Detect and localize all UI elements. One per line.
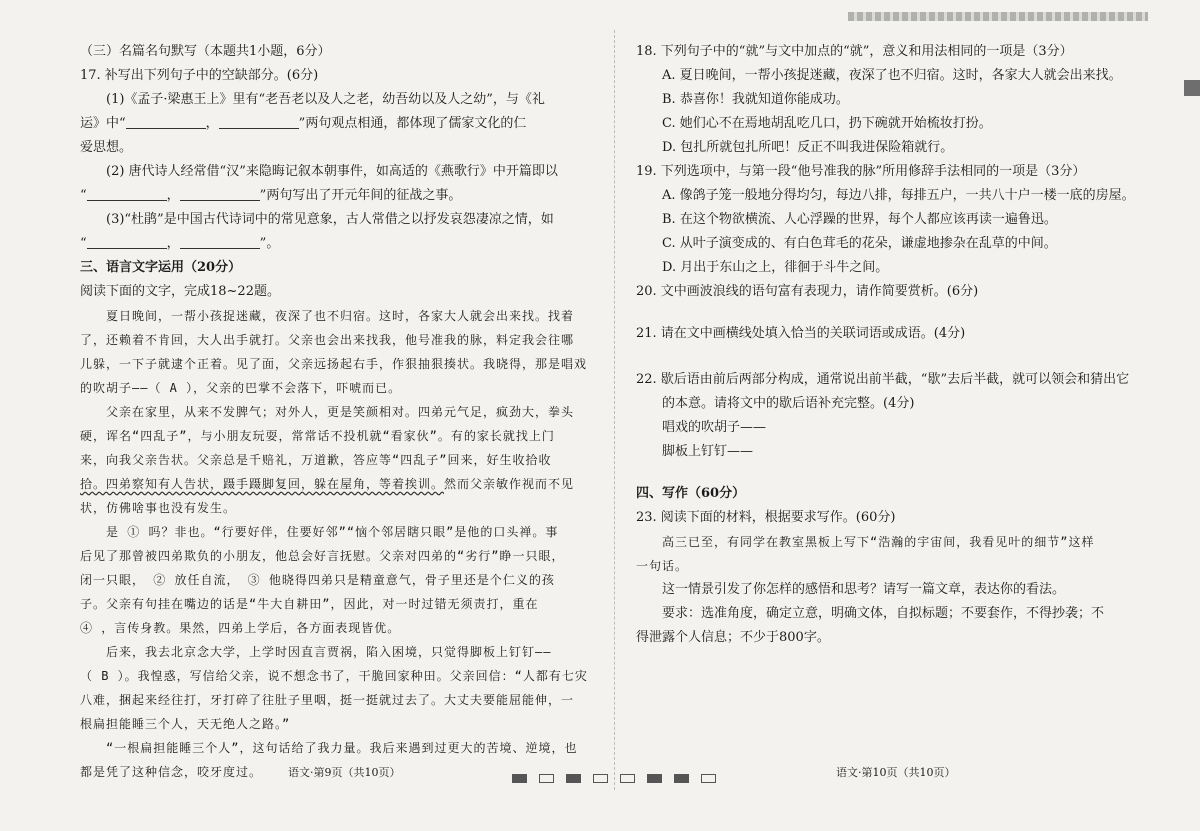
q23-material: 高三已至，有同学在教室黑板上写下“浩瀚的宇宙间，我看见叶的细节”这样 xyxy=(662,535,1095,549)
registration-marks xyxy=(512,768,728,787)
registration-mark xyxy=(512,774,527,783)
passage-line: 八难，捆起来经往打，牙打碎了往肚子里咽，挺一挺就过去了。大丈夫要能屈能伸，一 xyxy=(80,693,575,707)
answer-blank[interactable] xyxy=(87,234,167,249)
q17-item-1-end: 爱思想。 xyxy=(80,140,133,155)
answer-blank[interactable] xyxy=(180,234,260,249)
q18-option-d: D. 包扎所就包扎所吧！反正不叫我进保险箱就行。 xyxy=(662,140,954,155)
passage-line: 来，向我父亲告状。父亲总是千赔礼，万道歉，答应等“四乱子”回来，好生收拾收 xyxy=(80,453,552,467)
section-heading: （三）名篇名句默写（本题共1小题，6分） xyxy=(80,44,331,59)
q17-item-2: (2) 唐代诗人经常借“汉”来隐晦记叙本朝事件，如高适的《燕歌行》中开篇即以 xyxy=(106,164,558,179)
q18-option-a: A. 夏日晚间，一帮小孩捉迷藏，夜深了也不归宿。这时，各家大人就会出来找。 xyxy=(662,68,1122,83)
q17-item-2-blanks: “ ， ”两句写出了开元年间的征战之事。 xyxy=(80,188,462,203)
registration-mark xyxy=(566,774,581,783)
q19-option-a: A. 像鸽子笼一般地分得均匀，每边八排，每排五户，一共八十户一楼一底的房屋。 xyxy=(662,188,1135,203)
part-3-heading: 三、语言文字运用（20分） xyxy=(80,260,242,275)
passage-line: ④ ，言传身教。果然，四弟上学后，各方面表现皆优。 xyxy=(80,621,401,635)
q23-requirements: 要求：选准角度，确定立意，明确文体，自拟标题；不要套作，不得抄袭；不 xyxy=(662,606,1105,621)
answer-space xyxy=(636,464,1148,482)
answer-blank[interactable] xyxy=(180,186,260,201)
q19-option-d: D. 月出于东山之上，徘徊于斗牛之间。 xyxy=(662,260,889,275)
q17-item-3: (3)“杜鹃”是中国古代诗词中的常见意象，古人常借之以抒发哀怨凄凉之情，如 xyxy=(106,212,554,227)
registration-mark xyxy=(620,774,635,783)
passage-line: 了，还赖着不肯回，大人出手就打。父亲也会出来找我，他号准我的脉，料定我会往哪 xyxy=(80,333,575,347)
question-23: 23. 阅读下面的材料，根据要求写作。(60分) xyxy=(636,510,896,525)
q19-option-c: C. 从叶子演变成的、有白色茸毛的花朵，谦虚地掺杂在乱草的中间。 xyxy=(662,236,1057,251)
passage-line: “一根扁担能睡三个人”，这句话给了我力量。我后来遇到过更大的苦境、逆境，也 xyxy=(106,741,578,755)
wavy-underlined-sentence: 拾。四弟察知有人告状，蹑手蹑脚复回，躲在屋角，等着挨训。 xyxy=(80,477,445,491)
passage-line: 拾。四弟察知有人告状，蹑手蹑脚复回，躲在屋角，等着挨训。然而父亲敏作视而不见 xyxy=(80,477,575,491)
question-22-cont: 的本意。请将文中的歇后语补充完整。(4分) xyxy=(662,396,915,411)
passage-line: （ B ）。我惶惑，写信给父亲，说不想念书了，干脆回家种田。父亲回信：“人都有七灾 xyxy=(80,669,588,683)
passage-line: 闭一只眼， ② 放任自流， ③ 他晓得四弟只是精童意气，骨子里还是个仁义的孩 xyxy=(80,573,555,587)
passage-line: 父亲在家里，从来不发脾气；对外人，更是笑颜相对。四弟元气足，疯劲大，拳头 xyxy=(106,405,575,419)
question-19: 19. 下列选项中，与第一段“他号准我的脉”所用修辞手法相同的一项是（3分） xyxy=(636,164,1086,179)
reading-instruction: 阅读下面的文字，完成18~22题。 xyxy=(80,284,280,299)
passage-line: 子。父亲有句挂在嘴边的话是“牛大自耕田”，因此，对一时过错无须责打，重在 xyxy=(80,597,539,611)
passage-line: 后来，我去北京念大学，上学时因直言贾祸，陷入困境，只觉得脚板上钉钉—— xyxy=(106,645,552,659)
question-17: 17. 补写出下列句子中的空缺部分。(6分) xyxy=(80,68,319,83)
page-9-column xyxy=(80,40,598,784)
passage-line: 是 ① 吗？非也。“行要好伴，住要好邻”“恼个邻居瞎只眼”是他的口头禅。事 xyxy=(106,525,559,539)
page-9-footer: 语文·第9页（共10页） xyxy=(288,766,401,779)
q18-option-c: C. 她们心不在焉地胡乱吃几口，扔下碗就开始梳妆打扮。 xyxy=(662,116,992,131)
registration-mark xyxy=(539,774,554,783)
registration-mark xyxy=(701,774,716,783)
question-20: 20. 文中画波浪线的语句富有表现力，请作简要赏析。(6分) xyxy=(636,284,979,299)
reading-passage xyxy=(80,304,598,784)
page-10-column xyxy=(636,40,1148,650)
q22-item-2: 脚板上钉钉—— xyxy=(662,444,754,459)
q17-item-1-blanks: 运》中“ ， ”两句观点相通，都体现了儒家文化的仁 xyxy=(80,116,527,131)
passage-line: 夏日晚间，一帮小孩捉迷藏，夜深了也不归宿。这时，各家大人就会出来找。找着 xyxy=(106,309,575,323)
q23-prompt: 这一情景引发了你怎样的感悟和思考？请写一篇文章，表达你的看法。 xyxy=(662,582,1066,597)
q22-item-1: 唱戏的吹胡子—— xyxy=(662,420,767,435)
question-21: 21. 请在文中画横线处填入恰当的关联词语或成语。(4分) xyxy=(636,326,966,341)
answer-blank[interactable] xyxy=(219,114,299,129)
part-4-heading: 四、写作（60分） xyxy=(636,486,746,501)
question-18: 18. 下列句子中的“就”与文中加点的“就”，意义和用法相同的一项是（3分） xyxy=(636,44,1073,59)
registration-mark xyxy=(593,774,608,783)
answer-space xyxy=(636,304,1148,322)
q23-requirements-cont: 得泄露个人信息；不少于800字。 xyxy=(636,630,830,645)
answer-blank[interactable] xyxy=(87,186,167,201)
q17-item-1: (1)《孟子·梁惠王上》里有“老吾老以及人之老，幼吾幼以及人之幼”，与《礼 xyxy=(106,92,545,107)
answer-space xyxy=(636,346,1148,368)
passage-line: 的吹胡子——（ A ），父亲的巴掌不会落下，吓唬而已。 xyxy=(80,381,402,395)
q18-option-b: B. 恭喜你！我就知道你能成功。 xyxy=(662,92,849,107)
page-10-footer: 语文·第10页（共10页） xyxy=(836,766,956,779)
passage-line: 根扁担能睡三个人，天无绝人之路。” xyxy=(80,717,291,731)
passage-line: 硬，诨名“四乱子”，与小朋友玩耍，常常话不投机就“看家伙”。有的家长就找上门 xyxy=(80,429,555,443)
q23-material: 一句话。 xyxy=(636,559,689,573)
page-fold-line xyxy=(614,30,616,790)
q17-item-3-blanks: “ ， ”。 xyxy=(80,236,280,251)
passage-line: 都是凭了这种信念，咬牙度过。 xyxy=(80,765,263,779)
q19-option-b: B. 在这个物欲横流、人心浮躁的世界，每个人都应该再读一遍鲁迅。 xyxy=(662,212,1057,227)
edge-marker xyxy=(1184,80,1200,96)
passage-line: 状，仿佛啥事也没有发生。 xyxy=(80,501,237,515)
registration-mark xyxy=(674,774,689,783)
passage-line: 后见了那曾被四弟欺负的小朋友，他总会好言抚慰。父亲对四弟的“劣行”睁一只眼， xyxy=(80,549,565,563)
answer-blank[interactable] xyxy=(126,114,206,129)
registration-mark xyxy=(647,774,662,783)
passage-line: 儿躲，一下子就逮个正着。见了面，父亲远扬起右手，作狠抽狠揍状。我晓得，那是唱戏 xyxy=(80,357,588,371)
question-22: 22. 歇后语由前后两部分构成，通常说出前半截，“歇”去后半截，就可以领会和猜出它 xyxy=(636,372,1130,387)
header-strip xyxy=(848,12,1148,21)
